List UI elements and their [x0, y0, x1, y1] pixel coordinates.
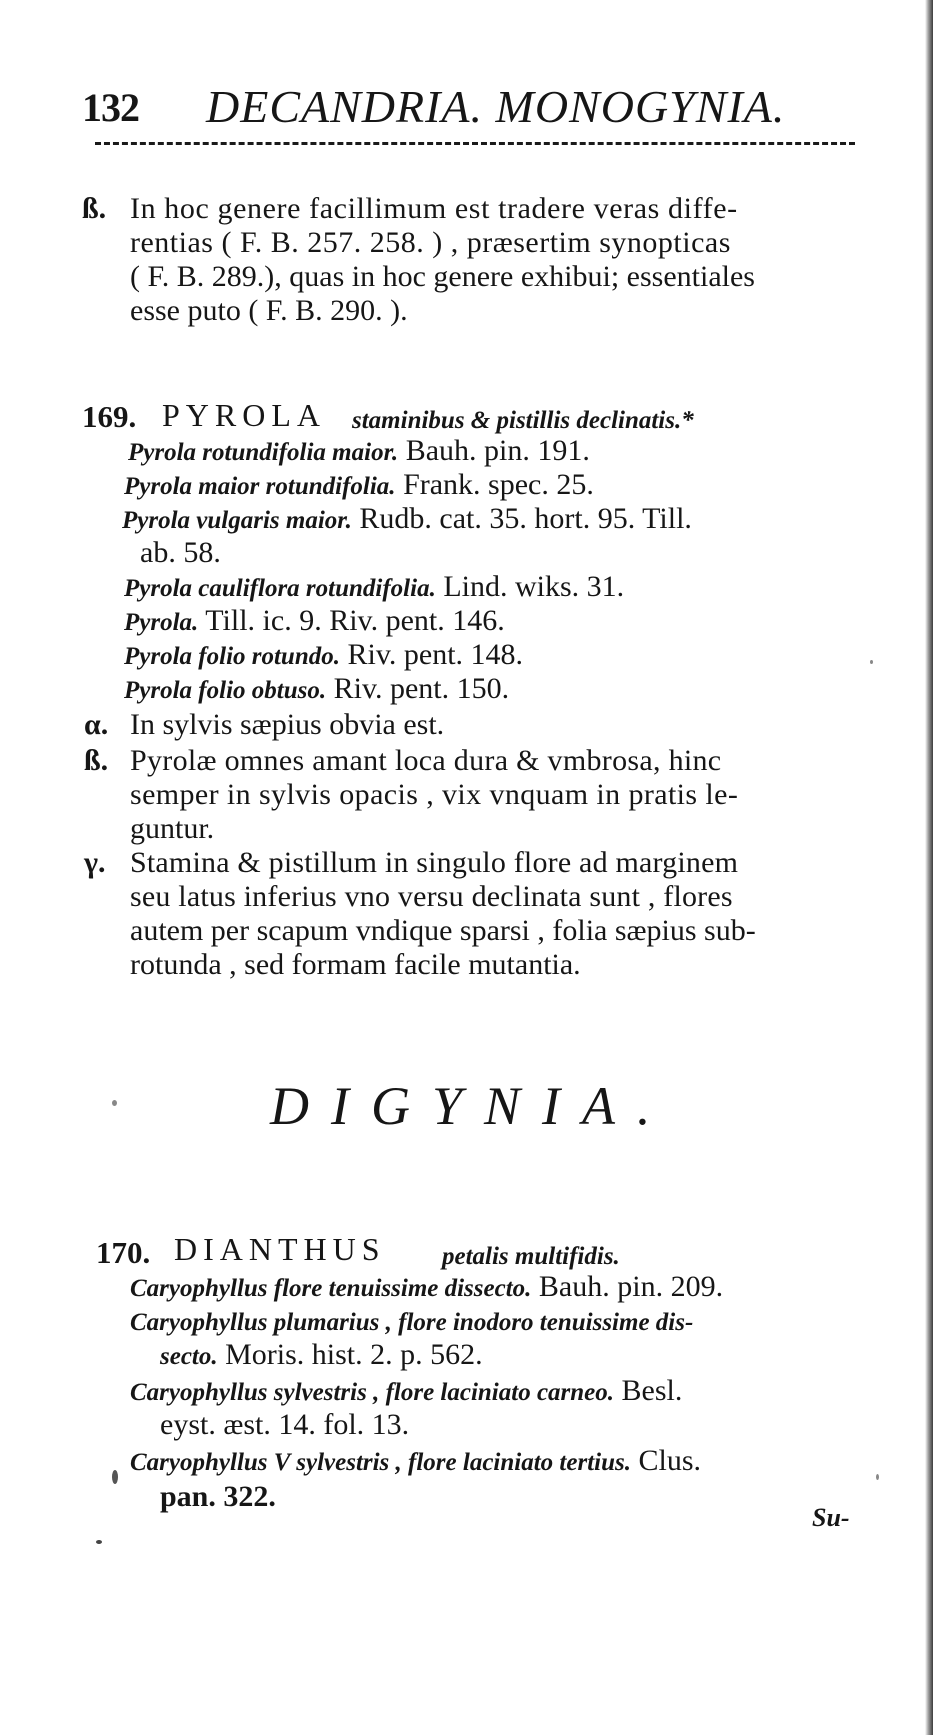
- ink-speck: [96, 1540, 102, 1544]
- note-line: semper in sylvis opacis , vix vnquam in pratis le-: [130, 778, 739, 811]
- synonym-line: Caryophyllus flore tenuissime dissecto. Bauh. pin. 209.: [130, 1270, 724, 1303]
- ink-speck: [876, 1474, 879, 1480]
- catchword: Su-: [812, 1503, 850, 1532]
- book-spine-edge: [925, 0, 933, 1735]
- synonym-line: Pyrola vulgaris maior. Rudb. cat. 35. hort. 95. Till.: [122, 502, 692, 535]
- page-number: 132: [82, 85, 139, 130]
- genus-name: PYROLA: [162, 397, 327, 433]
- note-line: Stamina & pistillum in singulo flore ad marginem: [130, 846, 739, 879]
- ink-speck: [112, 1470, 118, 1484]
- genus-diagnosis: petalis multifidis.: [442, 1243, 620, 1270]
- note-line: Pyrolæ omnes amant loca dura & vmbrosa, hinc: [130, 744, 722, 777]
- synonym-line: Pyrola. Till. ic. 9. Riv. pent. 146.: [124, 604, 505, 637]
- note-line: In sylvis sæpius obvia est.: [130, 708, 445, 741]
- note-line: rentias ( F. B. 257. 258. ) , præsertim synopticas: [130, 226, 731, 259]
- genus-number: 170.: [96, 1235, 151, 1270]
- synonym-line: Pyrola folio rotundo. Riv. pent. 148.: [124, 638, 524, 671]
- synonym-line: Caryophyllus sylvestris , flore laciniato carneo. Besl.: [130, 1374, 683, 1407]
- note-line: autem per scapum vndique sparsi , folia sæpius sub-: [130, 914, 756, 947]
- synonym-line: eyst. æst. 14. fol. 13.: [160, 1408, 410, 1441]
- synonym-line: Pyrola maior rotundifolia. Frank. spec. 25.: [124, 468, 594, 501]
- note-marker: γ.: [84, 846, 106, 879]
- note-line: In hoc genere facillimum est tradere veras diffe-: [130, 192, 738, 225]
- synonym-line: Pyrola cauliflora rotundifolia. Lind. wiks. 31.: [124, 570, 625, 603]
- running-head: DECANDRIA. MONOGYNIA.: [206, 81, 786, 132]
- note-marker: ß.: [82, 192, 107, 225]
- note-marker: ß.: [84, 744, 109, 777]
- synonym-line: pan. 322.: [160, 1480, 276, 1513]
- synonym-line: Pyrola rotundifolia maior. Bauh. pin. 191.: [128, 434, 590, 467]
- note-line: seu latus inferius vno versu declinata sunt , flores: [130, 880, 733, 913]
- note-line: rotunda , sed formam facile mutantia.: [130, 948, 581, 981]
- note-line: esse puto ( F. B. 290. ).: [130, 294, 408, 327]
- synonym-line: Caryophyllus V sylvestris , flore laciniato tertius. Clus.: [130, 1444, 701, 1477]
- page-header: [82, 80, 872, 140]
- ink-speck: [112, 1100, 117, 1106]
- synonym-line: Caryophyllus plumarius , flore inodoro tenuissime dis-: [130, 1309, 694, 1336]
- section-title: DIGYNIA.: [270, 1076, 673, 1136]
- note-marker: α.: [84, 708, 109, 741]
- header-rule: [95, 142, 855, 145]
- ink-speck: [870, 660, 873, 664]
- synonym-line: ab. 58.: [140, 536, 221, 569]
- note-line: ( F. B. 289.), quas in hoc genere exhibui; essentiales: [130, 260, 755, 293]
- note-line: guntur.: [130, 812, 215, 845]
- synonym-line: Pyrola folio obtuso. Riv. pent. 150.: [124, 672, 510, 705]
- genus-diagnosis: staminibus & pistillis declinatis.*: [352, 407, 694, 434]
- synonym-line: secto. Moris. hist. 2. p. 562.: [160, 1338, 483, 1371]
- genus-name: DIANTHUS: [174, 1231, 386, 1267]
- genus-number: 169.: [82, 399, 137, 434]
